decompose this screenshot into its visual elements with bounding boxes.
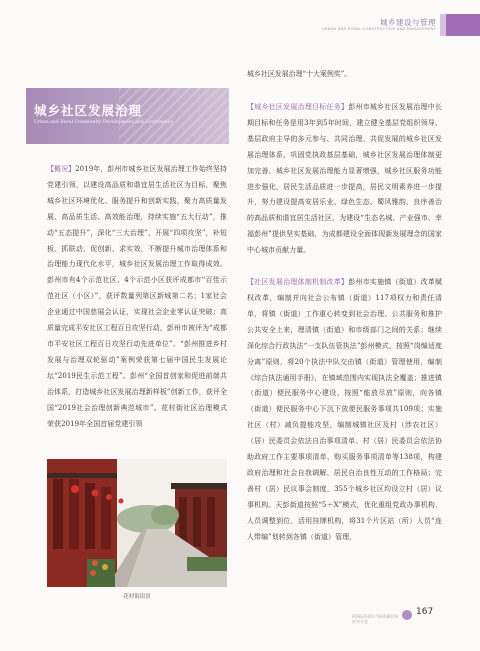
chapter-title: 城乡社区发展治理	[34, 103, 143, 118]
left-column	[47, 162, 227, 432]
right-column	[247, 100, 442, 545]
reform-paragraph	[247, 275, 442, 545]
chapter-banner	[26, 88, 229, 144]
goals-tag: 【城乡社区发展治理目标任务】	[247, 103, 349, 111]
section-title-en: URBAN AND RURAL CONSTRUCTION AND MANAGEMENT	[322, 27, 436, 31]
overview-text: 2019年，彭州市城乡社区发展治理工作始终坚持党建引领，以建设高品质和谐宜居生活社区为目标，聚焦城乡社区环境优化、服务提升和创新实践，聚力高质量发展、高品质生活、高效能治理，持续实施“五大行动”，推动“五态提升”，深化“三大治理”，开展“四项攻坚”，补短板、抓联动、促创新、求实效，不断提升城市治理体系和治理能力现代化水平，城乡社区发展治理工作取得成效。彭州市有4个示范社区、4个示范小区获评成都市“百佳示范社区（小区）”，获评数量列第区新城第二名；1家社会企业通过中国慈展会认证，实现社会企业零认证突破；高质量完成平安社区工程百日攻坚行动，彭州市被评为“成都市平安社区工程百日攻坚行动先进单位”。“彭州推进乡村发展与治理双轮驱动”案例荣获第七届中国民生发展论坛“2019民生示范工程”。彭州“全国首创家和促进前端共治体系，打造城乡社区发展治理新样板”创新工作，获评全国“2019社会治理创新典范城市”。花村街社区治理模式荣获2019年全国首届党建引领	[47, 165, 227, 428]
reform-text: 彭州市实施镇（街道）改革赋权改革，编制并向社会公布镇（街道）117项权力和责任清单，将镇（街道）工作重心转变到社会治理、公共服务和推护公共安全上来，理清镇（街道）和市级部门之间的关系；继续深化综合行政执法“一支队伍管执法”彭州模式，按照“岗编适度分离”原则，将20个执法中队交由镇（街道）管理使用，编制《综合执法通用手册》，在镇域范围内实现执法全覆盖；推进镇（街道）便民服务中心建设，按照“能放尽放”原则，向各镇（街道）便民服务中心下沉下放便民服务事项共109项；实施社区（村）减负提能攻坚，编制城镇社区及村（涉农社区）（居）民委员会依法自治事项清单、村（居）民委员会依法协助政府工作主要事项清单、购买服务事项清单等138项，构建政府治理和社会自我调解、居民自治良性互动的工作格局；完善村（居）民议事会制度，355个城乡社区均设立村（居）议事机构。天彭街道按照“5＋X”模式，优化重组党政办事机构，人员调整到位，活用挂牌机构，将31个片区站（所）人员“连人带编”划转到各镇（街道）管理，	[247, 278, 442, 541]
goals-paragraph	[247, 100, 442, 259]
page-marker-icon	[402, 610, 412, 620]
overview-tag: 【概况】	[47, 165, 76, 173]
street-scene-illustration	[47, 459, 227, 587]
footer-logo-line2: 彭州年鉴	[352, 619, 368, 624]
reform-tag: 【社区发展治理体制机制改革】	[247, 278, 349, 287]
overview-paragraph	[47, 162, 227, 432]
right-column-continuation: 城乡社区发展治理“十大案例奖”。	[247, 70, 352, 78]
footer-logo-line1: PENGZHOU YEARBOOK	[352, 614, 399, 619]
page-number: 167	[416, 607, 434, 617]
header-accent-bar	[446, 14, 480, 36]
goals-text: 彭州市城乡社区发展治理中长期目标和任务是用3年到5年时间，建立健全基层党组织领导、基层政府主导的多元参与、共同治理、共促发展的城乡社区发展治理体系，巩固党执政基层基础，城乡社区发展治理体制更加完善，城乡社区发展治理能力显著增强，城乡社区服务功能进步强化，居民生活品质进一步提高，居民文明素养进一步提升，努力建设提高安居乐业、绿色生态、蜀风雅韵、良序善治的高品质和谐宜居生活社区，为建设“生态名城、产业强市、幸福彭州”提供坚实基础，为成都建设全面体现新发展理念的国家中心城市贡献力量。	[247, 103, 442, 255]
section-title-cn: 城乡建设与管理	[380, 18, 436, 27]
street-photo	[47, 459, 227, 587]
photo-caption: 花村街街景	[123, 594, 151, 600]
chapter-subtitle: Urban and Rural Community Development and Governance	[34, 120, 174, 125]
footer-logo	[352, 614, 398, 624]
